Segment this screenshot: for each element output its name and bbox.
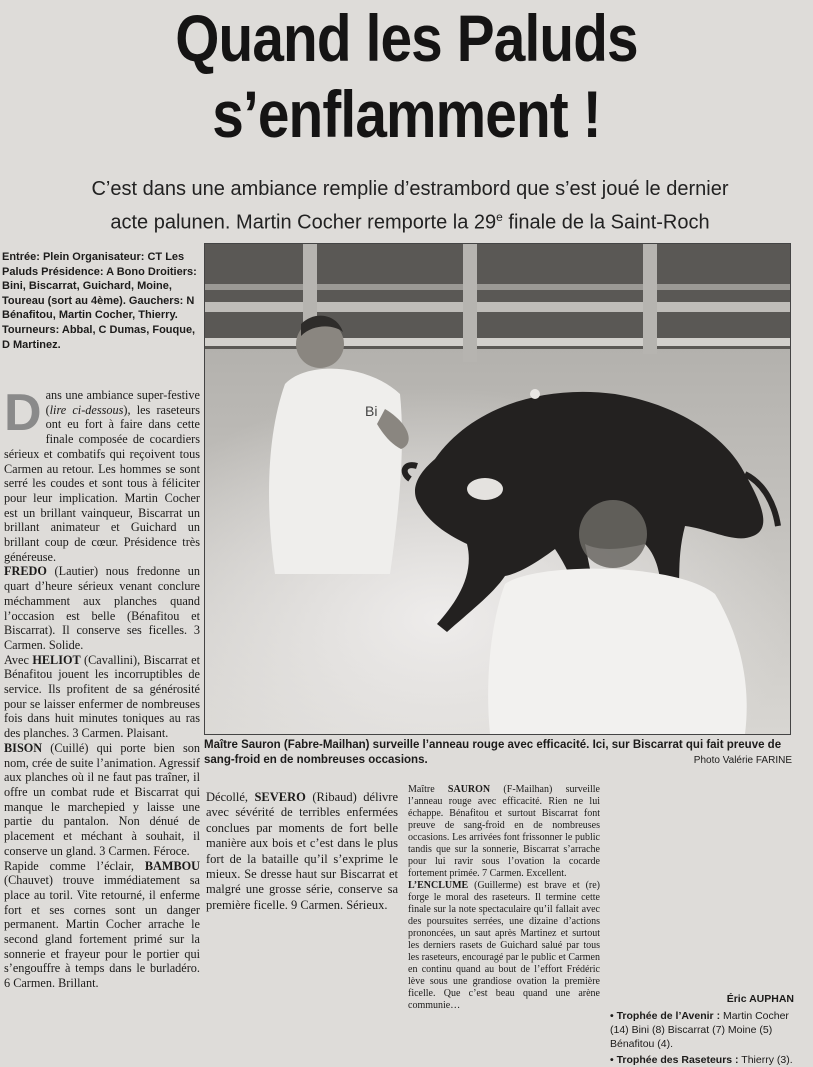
bambou-paragraph [4, 859, 200, 991]
headline-line-1: Quand les Paluds [175, 1, 638, 75]
bull-name: SEVERO [254, 790, 306, 804]
bull-name: FREDO [4, 564, 47, 579]
text: (Ribaud) délivre avec sévérité de terribles enfermées conclues par moments de fort belle manière aux bois et c’est dans le plus fort de la bataille qu’il s’exprime le mieux. Se dresse haut sur Biscarrat et malgré une grosse série, conserve sa première ficelle. 9 Carmen. Sérieux. [206, 790, 398, 912]
heliot-paragraph [4, 653, 200, 741]
sauron-paragraph [408, 784, 600, 880]
subheadline-line-1: C’est dans une ambiance remplie d’estrambord que s’est joué le dernier [91, 178, 729, 200]
text-italic: lire ci-dessous [49, 402, 124, 417]
text: (Cuillé) qui porte bien son nom, crée de suite l’animation. Agressif aux planches où il ne faut pas traîner, il offre un combat rude et Biscarrat qui manque le marchepied y laisse une partie du pantalon. Non dénué de placement et méchant à souhait, il conserve un gland. 3 Carmen. Féroce. [4, 740, 200, 858]
fredo-paragraph [4, 564, 200, 652]
subheadline [30, 175, 790, 237]
trophy-label: • Trophée de l’Avenir : [610, 1010, 721, 1023]
photo-credit: Photo Valérie FARINE [693, 755, 792, 766]
trophy-avenir [610, 1009, 794, 1051]
text: Thierry (3). [738, 1054, 793, 1067]
bull-name: HELIOT [32, 652, 81, 667]
subheadline-text: acte palunen. Martin Cocher remporte la 29 [110, 211, 497, 234]
text: Avec [4, 652, 33, 667]
trophy-label: • Trophée des Raseteurs : [610, 1054, 739, 1067]
article-column-1 [4, 384, 201, 991]
text: Maître [408, 784, 448, 795]
article-column-4 [610, 990, 794, 1067]
superscript: e [496, 210, 503, 224]
photo-illustration [205, 244, 790, 734]
author-signature: Éric AUPHAN [726, 993, 794, 1005]
text: Décollé, [206, 790, 255, 804]
text: (F-Mailhan) surveille l’anneau rouge avec efficacité. Rien ne lui échappe. Bénafitou et surtout Biscarrat font preuve de sang-froid en de nombreuses occasions. Les arrivées font frissonner le public tandis que sur la sonnerie, Biscarrat s’arrache pour lui ravir sous l’ovation la cocarde fortement primée. 7 Carmen. Excellent. [408, 784, 600, 879]
severo-paragraph [206, 790, 398, 913]
text: ), les raseteurs ont eu fort à faire dans cette finale composée de cocardiers sérieux et combatifs qui reçoivent tous Carmen au retour. Les hommes se sont serré les coudes et sont tous à féliciter pour leur implication. Martin Cocher est un brillant vainqueur, Biscarrat un brillant animateur et Guichard un brillant coup de cœur. Présidence très généreuse. [4, 402, 200, 564]
text: Rapide comme l’éclair, [4, 858, 145, 873]
bison-paragraph [4, 741, 200, 859]
bull-name: SAURON [447, 784, 491, 795]
subheadline-text-end: finale de la Saint-Roch [502, 211, 710, 234]
subheadline-line-2 [30, 203, 790, 237]
bull-name: L’ENCLUME [408, 880, 469, 891]
course-camarguaise-photo [204, 243, 791, 735]
caption-text: Maître Sauron (Fabre-Mailhan) surveille l’anneau rouge avec efficacité. Ici, sur Biscarrat qui fait preuve de sang-froid en de nombreuses occasions. [204, 739, 782, 766]
headline [57, 0, 756, 152]
shirt-lettering: Bi [365, 403, 378, 419]
drop-cap: D [4, 384, 42, 442]
photo-caption [204, 738, 792, 768]
bull-name: BAMBOU [144, 858, 200, 873]
enclume-paragraph [408, 880, 600, 1012]
text: ans une ambiance super-festive ( [45, 388, 200, 417]
event-info-box: Entrée: Plein Organisateur: CT Les Paluds Présidence: A Bono Droitiers: Bini, Biscarrat, Guichard, Moine, Toureau (sort au 4ème). Gauchers: N Bénafitou, Martin Cocher, Thierry. Tourneurs: Abbal, C Dumas, Fouque, D Martinez. [2, 251, 197, 351]
text: (Cavallini), Biscarrat et Bénafitou jouent les incorruptibles de service. Ils profitent de sa générosité pour se laisser enfermer de nombreuses fois dans huit minutes toniques au ras des planches. 3 Carmen. Plaisant. [4, 652, 201, 741]
text: (Chauvet) trouve immédiatement sa place au toril. Vite retourné, il enferme fort et ses cornes sont un danger permanent. Martin Cocher arrache le second gland fortement primé sur la sonnerie et frayeur pour le portier qui s’engouffre à temps dans le burladéro. 6 Carmen. Brillant. [4, 873, 200, 991]
text: Martin Cocher (14) Bini (8) Biscarrat (7) Moine (5) Bénafitou (4). [610, 1010, 789, 1051]
headline-line-2: s’enflamment ! [212, 77, 601, 151]
arena-barrier [205, 244, 790, 349]
article-column-2 [206, 790, 398, 913]
text: (Guillerme) est brave et (re) forge le moral des raseteurs. Il termine cette finale sur la note spectaculaire qu’il fallait avec des poursuites serrées, une dizaine d’actions prononcées, un saut après Martinez et surtout les derniers rasets de Guichard salué par tous les raseteurs, encouragé par le public et Carmen en continu quand au bout de l’effort Frédéric lève sous une grandiose ovation la première ficelle. Que c’est beau quand une arène communie… [408, 880, 600, 1011]
trophy-raseteurs [610, 1053, 794, 1067]
bull-name: BISON [4, 740, 43, 755]
article-column-3 [408, 784, 600, 1012]
intro-paragraph [4, 384, 200, 564]
text: (Lautier) nous fredonne un quart d’heure sérieux venant conclure méchamment aux planches quand l’occasion est belle (Bénafitou et Biscarrat). Il conserve ses ficelles. 3 Carmen. Solide. [4, 564, 200, 652]
